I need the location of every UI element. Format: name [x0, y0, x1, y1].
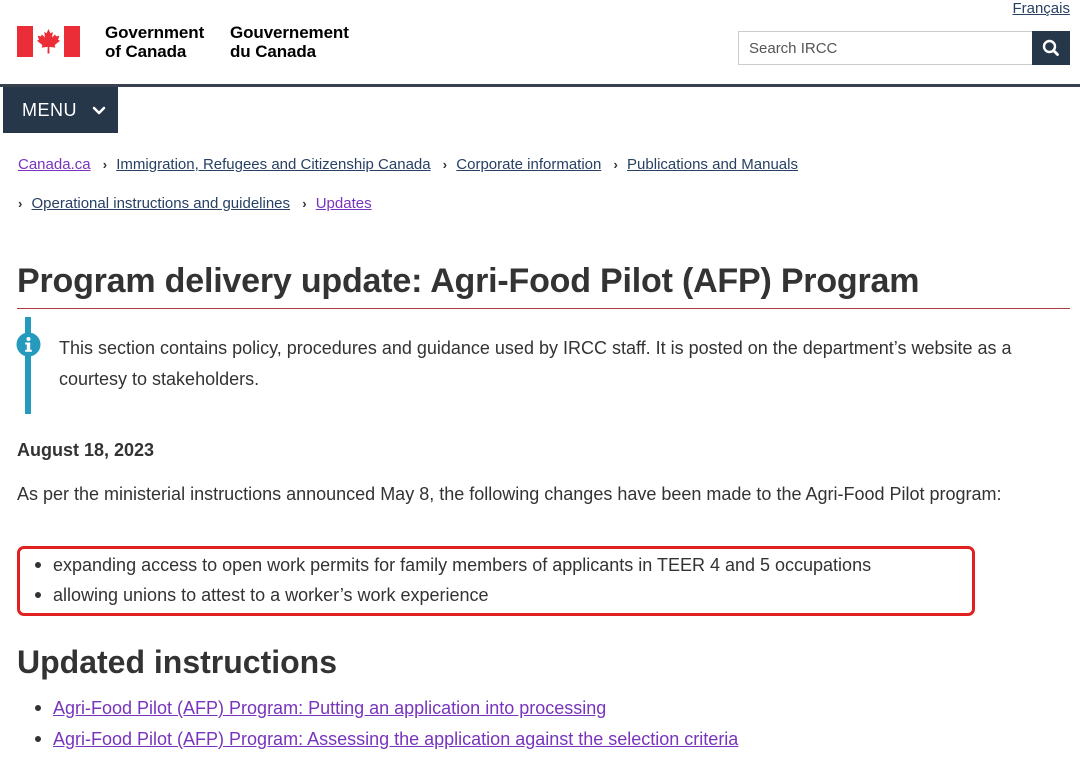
breadcrumb-item [456, 156, 601, 173]
search-button[interactable] [1032, 31, 1070, 65]
search-icon [1032, 31, 1070, 65]
site-header [0, 0, 1080, 84]
list-item [17, 693, 738, 724]
breadcrumb-item [116, 156, 430, 173]
wordmark-en-line2: of Canada [105, 42, 187, 61]
breadcrumb-row [18, 156, 804, 173]
list-item: expanding access to open work permits for family members of applicants in TEER 4 and 5 occupations [17, 550, 871, 580]
breadcrumb-item [32, 195, 291, 212]
search-form [738, 31, 1070, 65]
chevron-right-icon: › [102, 157, 108, 172]
wordmark-fr-line1: Gouvernement [230, 23, 349, 42]
title-underline [17, 308, 1070, 309]
update-date: August 18, 2023 [17, 440, 155, 460]
breadcrumb-row [18, 195, 378, 212]
link-assessing-application-selection-criteria[interactable]: Agri-Food Pilot (AFP) Program: Assessing the application against the selection criteria [53, 729, 739, 749]
government-of-canada-wordmark-fr[interactable] [230, 23, 349, 61]
intro-paragraph: As per the ministerial instructions announced May 8, the following changes have been made to the Agri-Food Pilot program: [17, 484, 1002, 504]
breadcrumb-link-operational-instructions[interactable]: Operational instructions and guidelines [31, 195, 291, 212]
breadcrumb-link-updates[interactable]: Updates [315, 195, 372, 212]
main-menu-button[interactable] [3, 87, 118, 133]
language-toggle-link[interactable]: Français [1012, 0, 1070, 17]
wordmark-en-line1: Government [105, 23, 205, 42]
wordmark-fr-line2: du Canada [230, 42, 317, 61]
chevron-right-icon: › [442, 157, 448, 172]
changes-list [17, 550, 871, 610]
header-divider [0, 84, 1080, 87]
page-title: Program delivery update: Agri-Food Pilot (AFP) Program [17, 262, 920, 300]
list-item [17, 724, 738, 755]
updated-instructions-list [17, 693, 738, 755]
canada-flag-icon[interactable] [17, 26, 80, 57]
chevron-down-icon [92, 106, 106, 116]
breadcrumb-link-corporate-information[interactable]: Corporate information [456, 156, 602, 173]
breadcrumb-link-publications-manuals[interactable]: Publications and Manuals [627, 156, 798, 173]
menu-label: MENU [22, 100, 77, 120]
breadcrumb-item [316, 195, 372, 212]
info-icon [16, 332, 41, 357]
breadcrumb-item [18, 156, 91, 173]
search-input[interactable] [738, 31, 1032, 65]
breadcrumb-link-canada-ca[interactable]: Canada.ca [18, 156, 91, 173]
breadcrumb-link-ircc[interactable]: Immigration, Refugees and Citizenship Canada [116, 156, 431, 173]
chevron-right-icon: › [302, 196, 307, 211]
list-item: allowing unions to attest to a worker’s work experience [17, 580, 871, 610]
link-putting-application-into-processing[interactable]: Agri-Food Pilot (AFP) Program: Putting an application into processing [53, 698, 607, 718]
breadcrumb-item [627, 156, 798, 173]
staff-notice-text: This section contains policy, procedures and guidance used by IRCC staff. It is posted on the department’s website as a courtesy to stakeholders. [59, 338, 1012, 389]
chevron-right-icon: › [18, 196, 23, 211]
government-of-canada-wordmark-en[interactable] [105, 23, 204, 61]
updated-instructions-heading: Updated instructions [17, 644, 338, 680]
chevron-right-icon: › [613, 157, 618, 172]
